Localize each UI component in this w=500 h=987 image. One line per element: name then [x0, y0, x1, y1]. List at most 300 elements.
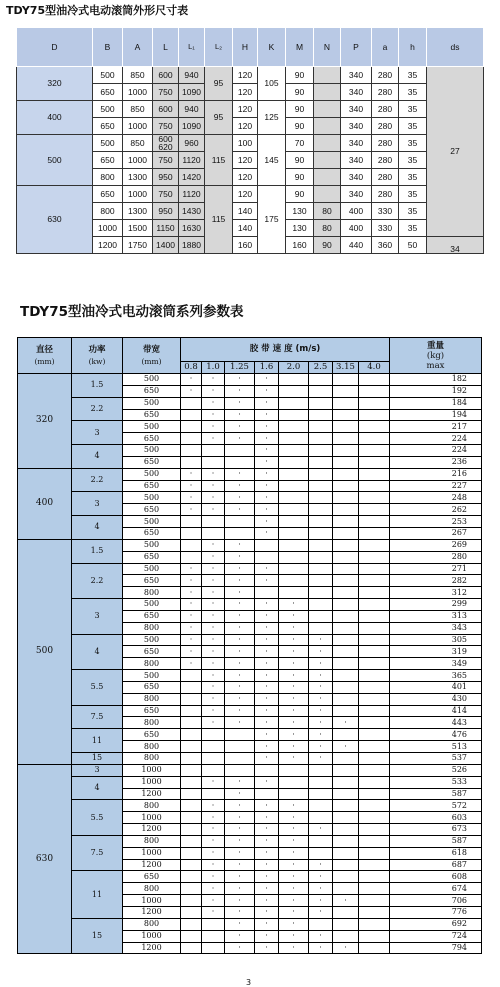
- speed-dot-cell: [279, 504, 309, 516]
- speed-dot-cell: [279, 563, 309, 575]
- speed-dot-cell: [309, 527, 333, 539]
- speed-dot-cell: ·: [181, 575, 202, 587]
- weight-cell: 674: [390, 883, 482, 895]
- speed-dot-cell: [181, 812, 202, 824]
- speed-dot-cell: [309, 516, 333, 528]
- speed-dot-cell: [359, 456, 390, 468]
- speed-dot-cell: ·: [225, 895, 255, 907]
- width-cell: 500: [123, 374, 181, 386]
- dims-cell-n: [314, 67, 341, 84]
- weight-cell: 618: [390, 847, 482, 859]
- speed-dot-cell: [309, 788, 333, 800]
- weight-cell: 269: [390, 539, 482, 551]
- speed-dot-cell: [333, 753, 359, 765]
- dims-cell-n: 90: [314, 237, 341, 254]
- speed-dot-cell: ·: [202, 563, 225, 575]
- weight-cell: 608: [390, 871, 482, 883]
- dims-cell-p: 440: [341, 237, 372, 254]
- dims-cell-m: 90: [286, 67, 314, 84]
- speed-dot-cell: ·: [202, 717, 225, 729]
- speed-value-cell: 1.25: [225, 362, 255, 374]
- speed-dot-cell: ·: [309, 705, 333, 717]
- weight-cell: 216: [390, 468, 482, 480]
- speed-dot-cell: ·: [202, 800, 225, 812]
- dims-cell-h: 120: [233, 169, 258, 186]
- speed-dot-cell: [333, 397, 359, 409]
- speed-dot-cell: [359, 646, 390, 658]
- speed-dot-cell: ·: [279, 824, 309, 836]
- speed-dot-cell: ·: [309, 646, 333, 658]
- dims-cell-l2: 115: [205, 135, 233, 186]
- dims-cell-a: 280: [372, 135, 399, 152]
- dims-cell-m: 130: [286, 220, 314, 237]
- dims-cell-a: 280: [372, 169, 399, 186]
- speed-dot-cell: ·: [225, 587, 255, 599]
- params-row: [18, 445, 482, 457]
- speed-dot-cell: [359, 930, 390, 942]
- speed-dot-cell: ·: [279, 895, 309, 907]
- dims-cell-m: 90: [286, 118, 314, 135]
- dims-cell-a: 1750: [123, 237, 153, 254]
- dims-cell-d: 400: [17, 101, 93, 135]
- speed-dot-cell: ·: [225, 492, 255, 504]
- speed-dot-cell: [279, 397, 309, 409]
- dims-cell-h: 35: [399, 152, 427, 169]
- dims-header-row: [17, 28, 484, 67]
- speed-dot-cell: [333, 729, 359, 741]
- dims-cell-h: 35: [399, 84, 427, 101]
- speed-dot-cell: [333, 681, 359, 693]
- width-cell: 800: [123, 658, 181, 670]
- speed-dot-cell: ·: [255, 421, 279, 433]
- dims-cell-m: 90: [286, 186, 314, 203]
- width-cell: 650: [123, 409, 181, 421]
- dims-cell-b: 800: [93, 203, 123, 220]
- width-cell: 650: [123, 575, 181, 587]
- power-cell: 7.5: [72, 835, 123, 871]
- dims-header-cell: P: [341, 28, 372, 67]
- speed-dot-cell: [359, 883, 390, 895]
- params-row: [18, 764, 482, 776]
- dims-cell-m: 90: [286, 169, 314, 186]
- weight-cell: 537: [390, 753, 482, 765]
- speed-dot-cell: [181, 551, 202, 563]
- dims-cell-l1: 940: [179, 101, 205, 118]
- dims-cell-a: 1300: [123, 203, 153, 220]
- weight-cell: 476: [390, 729, 482, 741]
- speed-dot-cell: [359, 385, 390, 397]
- speed-dot-cell: ·: [202, 622, 225, 634]
- power-cell: 15: [72, 918, 123, 954]
- power-cell: 7.5: [72, 705, 123, 729]
- width-cell: 650: [123, 385, 181, 397]
- dimensions-table-title: TDY75型油冷式电动滚筒外形尺寸表: [6, 4, 189, 17]
- dims-cell-l2: 115: [205, 186, 233, 254]
- dims-header-cell: ds: [427, 28, 484, 67]
- speed-dot-cell: [225, 729, 255, 741]
- speed-dot-cell: [255, 764, 279, 776]
- speed-dot-cell: [359, 468, 390, 480]
- speed-dot-cell: ·: [279, 717, 309, 729]
- speed-dot-cell: ·: [279, 859, 309, 871]
- dims-cell-l1: 960: [179, 135, 205, 152]
- speed-dot-cell: [279, 587, 309, 599]
- speed-dot-cell: ·: [255, 433, 279, 445]
- speed-dot-cell: ·: [309, 658, 333, 670]
- speed-dot-cell: ·: [255, 658, 279, 670]
- dims-cell-h: 35: [399, 135, 427, 152]
- speed-dot-cell: [181, 717, 202, 729]
- power-cell: 15: [72, 753, 123, 765]
- speed-dot-cell: ·: [202, 551, 225, 563]
- speed-dot-cell: ·: [309, 634, 333, 646]
- weight-cell: 776: [390, 906, 482, 918]
- speed-dot-cell: [181, 847, 202, 859]
- dims-cell-l1: 1120: [179, 186, 205, 203]
- dims-cell-h: 35: [399, 101, 427, 118]
- weight-cell: 182: [390, 374, 482, 386]
- speed-dot-cell: ·: [225, 871, 255, 883]
- dims-cell-b: 650: [93, 84, 123, 101]
- width-cell: 800: [123, 622, 181, 634]
- speed-dot-cell: ·: [255, 374, 279, 386]
- speed-dot-cell: [279, 421, 309, 433]
- speed-dot-cell: [359, 622, 390, 634]
- dims-cell-h: 120: [233, 101, 258, 118]
- speed-dot-cell: ·: [202, 468, 225, 480]
- dims-cell-a: 850: [123, 101, 153, 118]
- width-cell: 500: [123, 397, 181, 409]
- dims-cell-h: 120: [233, 118, 258, 135]
- weight-cell: 280: [390, 551, 482, 563]
- params-row: [18, 563, 482, 575]
- speed-dot-cell: ·: [202, 634, 225, 646]
- dims-cell-p: 340: [341, 118, 372, 135]
- speed-dot-cell: [309, 468, 333, 480]
- dims-cell-d: 320: [17, 67, 93, 101]
- speed-dot-cell: [309, 374, 333, 386]
- speed-dot-cell: [202, 527, 225, 539]
- speed-dot-cell: ·: [309, 753, 333, 765]
- width-cell: 500: [123, 634, 181, 646]
- weight-cell: 305: [390, 634, 482, 646]
- speed-dot-cell: ·: [202, 433, 225, 445]
- weight-cell: 706: [390, 895, 482, 907]
- weight-cell: 282: [390, 575, 482, 587]
- dims-cell-ds: 34: [427, 237, 484, 254]
- speed-dot-cell: ·: [255, 871, 279, 883]
- speed-dot-cell: ·: [279, 835, 309, 847]
- speed-dot-cell: ·: [255, 847, 279, 859]
- width-cell: 800: [123, 717, 181, 729]
- width-cell: 1200: [123, 824, 181, 836]
- dims-cell-a: 1000: [123, 186, 153, 203]
- dims-cell-h: 35: [399, 220, 427, 237]
- speed-dot-cell: [309, 421, 333, 433]
- power-cell: 1.5: [72, 374, 123, 398]
- speed-dot-cell: [359, 480, 390, 492]
- dims-cell-l: 600: [153, 67, 179, 84]
- speed-dot-cell: [359, 492, 390, 504]
- dims-cell-a: 280: [372, 186, 399, 203]
- dims-cell-p: 340: [341, 135, 372, 152]
- speed-dot-cell: ·: [279, 800, 309, 812]
- dims-cell-l: 950: [153, 169, 179, 186]
- speed-dot-cell: ·: [255, 480, 279, 492]
- speed-dot-cell: [359, 800, 390, 812]
- dims-cell-l: 950: [153, 203, 179, 220]
- speed-dot-cell: ·: [255, 906, 279, 918]
- speed-value-cell: 2.5: [309, 362, 333, 374]
- speed-dot-cell: [333, 527, 359, 539]
- speed-dot-cell: [279, 409, 309, 421]
- weight-cell: 414: [390, 705, 482, 717]
- speed-dot-cell: [202, 764, 225, 776]
- speed-dot-cell: [181, 800, 202, 812]
- dims-cell-l1: 1090: [179, 118, 205, 135]
- speed-dot-cell: ·: [279, 705, 309, 717]
- speed-dot-cell: ·: [333, 895, 359, 907]
- params-row: [18, 871, 482, 883]
- diameter-cell: 500: [18, 539, 72, 764]
- speed-dot-cell: ·: [279, 610, 309, 622]
- weight-cell: 192: [390, 385, 482, 397]
- power-header-unit: (kw): [88, 357, 106, 366]
- speed-dot-cell: [309, 764, 333, 776]
- speed-dot-cell: [359, 942, 390, 954]
- speed-dot-cell: ·: [309, 871, 333, 883]
- speed-dot-cell: ·: [255, 563, 279, 575]
- speed-dot-cell: [255, 539, 279, 551]
- speed-dot-cell: [181, 729, 202, 741]
- dims-cell-p: 400: [341, 220, 372, 237]
- speed-dot-cell: [309, 504, 333, 516]
- speed-dot-cell: ·: [225, 681, 255, 693]
- dims-cell-p: 340: [341, 84, 372, 101]
- speed-dot-cell: [225, 516, 255, 528]
- speed-dot-cell: [359, 527, 390, 539]
- speed-dot-cell: [359, 610, 390, 622]
- speed-dot-cell: ·: [202, 658, 225, 670]
- speed-dot-cell: ·: [255, 456, 279, 468]
- power-cell: 11: [72, 871, 123, 918]
- speed-dot-cell: ·: [255, 634, 279, 646]
- power-cell: 4: [72, 634, 123, 670]
- speed-dot-cell: [309, 599, 333, 611]
- speed-dot-cell: ·: [279, 729, 309, 741]
- speed-dot-cell: ·: [255, 693, 279, 705]
- dims-cell-h: 100: [233, 135, 258, 152]
- speed-dot-cell: [333, 409, 359, 421]
- width-cell: 1200: [123, 788, 181, 800]
- speed-dot-cell: ·: [225, 374, 255, 386]
- speed-dot-cell: ·: [309, 895, 333, 907]
- speed-dot-cell: [333, 883, 359, 895]
- speed-dot-cell: [359, 729, 390, 741]
- speed-dot-cell: ·: [202, 504, 225, 516]
- speed-dot-cell: ·: [181, 610, 202, 622]
- speed-dot-cell: [279, 468, 309, 480]
- params-header-row: [18, 338, 482, 362]
- speed-dot-cell: ·: [309, 942, 333, 954]
- width-cell: 500: [123, 563, 181, 575]
- speed-dot-cell: ·: [255, 670, 279, 682]
- width-cell: 650: [123, 551, 181, 563]
- speed-dot-cell: [333, 646, 359, 658]
- dims-cell-l: [153, 135, 179, 152]
- speed-dot-cell: ·: [255, 622, 279, 634]
- speed-dot-cell: [181, 824, 202, 836]
- power-cell: 3: [72, 421, 123, 445]
- weight-cell: 533: [390, 776, 482, 788]
- speed-dot-cell: [359, 539, 390, 551]
- speed-dot-cell: [225, 527, 255, 539]
- speed-dot-cell: [279, 575, 309, 587]
- speed-dot-cell: [309, 575, 333, 587]
- width-cell: 650: [123, 433, 181, 445]
- weight-cell: 271: [390, 563, 482, 575]
- speed-dot-cell: ·: [225, 859, 255, 871]
- speed-dot-cell: ·: [255, 729, 279, 741]
- speed-dot-cell: ·: [202, 374, 225, 386]
- speed-dot-cell: ·: [202, 895, 225, 907]
- dims-cell-a: 330: [372, 220, 399, 237]
- dims-cell-l1: 940: [179, 67, 205, 84]
- speed-dot-cell: [333, 539, 359, 551]
- speed-dot-cell: [359, 776, 390, 788]
- speed-dot-cell: [333, 445, 359, 457]
- speed-dot-cell: ·: [225, 788, 255, 800]
- dims-cell-h: 35: [399, 118, 427, 135]
- width-cell: 1200: [123, 906, 181, 918]
- speed-dot-cell: [279, 516, 309, 528]
- speed-dot-cell: ·: [225, 658, 255, 670]
- speed-dot-cell: ·: [181, 646, 202, 658]
- speed-dot-cell: ·: [255, 681, 279, 693]
- dims-cell-b: 650: [93, 152, 123, 169]
- dims-header-cell: L₂: [205, 28, 233, 67]
- params-row: [18, 374, 482, 386]
- weight-cell: 687: [390, 859, 482, 871]
- weight-cell: 794: [390, 942, 482, 954]
- speed-dot-cell: [359, 409, 390, 421]
- speed-dot-cell: [333, 374, 359, 386]
- speed-dot-cell: [181, 871, 202, 883]
- speed-dot-cell: ·: [255, 859, 279, 871]
- speed-dot-cell: ·: [225, 634, 255, 646]
- speed-dot-cell: [333, 587, 359, 599]
- speed-dot-cell: [181, 670, 202, 682]
- speed-dot-cell: ·: [202, 587, 225, 599]
- dims-cell-line: 600: [158, 134, 173, 144]
- speed-dot-cell: [181, 409, 202, 421]
- weight-header-weight: 重量: [427, 340, 445, 351]
- params-row: [18, 397, 482, 409]
- speed-header: 胶 带 速 度 (m/s): [181, 338, 390, 362]
- speed-dot-cell: [181, 895, 202, 907]
- dims-cell-p: 340: [341, 169, 372, 186]
- speed-dot-cell: ·: [181, 622, 202, 634]
- speed-dot-cell: ·: [333, 741, 359, 753]
- dims-cell-p: 340: [341, 152, 372, 169]
- weight-cell: 603: [390, 812, 482, 824]
- speed-dot-cell: [181, 681, 202, 693]
- dims-cell-n: [314, 152, 341, 169]
- speed-dot-cell: ·: [225, 812, 255, 824]
- speed-dot-cell: [333, 421, 359, 433]
- speed-dot-cell: [309, 610, 333, 622]
- dims-cell-m: 90: [286, 152, 314, 169]
- dims-cell-p: 340: [341, 67, 372, 84]
- speed-dot-cell: ·: [202, 385, 225, 397]
- dims-cell-a: 280: [372, 67, 399, 84]
- speed-dot-cell: [181, 859, 202, 871]
- speed-dot-cell: ·: [225, 397, 255, 409]
- speed-dot-cell: [309, 539, 333, 551]
- weight-header-weight-max: max: [426, 360, 445, 371]
- speed-dot-cell: [333, 622, 359, 634]
- dims-cell-b: 800: [93, 169, 123, 186]
- width-cell: 1000: [123, 895, 181, 907]
- speed-dot-cell: ·: [202, 812, 225, 824]
- speed-dot-cell: [333, 433, 359, 445]
- speed-dot-cell: ·: [181, 587, 202, 599]
- weight-cell: 299: [390, 599, 482, 611]
- width-cell: 1000: [123, 776, 181, 788]
- width-cell: 500: [123, 516, 181, 528]
- dims-cell-n: [314, 118, 341, 135]
- speed-dot-cell: ·: [279, 693, 309, 705]
- speed-dot-cell: [202, 516, 225, 528]
- speed-dot-cell: ·: [225, 705, 255, 717]
- diameter-cell: 320: [18, 374, 72, 469]
- speed-dot-cell: ·: [202, 610, 225, 622]
- speed-dot-cell: ·: [202, 492, 225, 504]
- params-row: [18, 634, 482, 646]
- speed-dot-cell: [333, 670, 359, 682]
- speed-dot-cell: ·: [225, 539, 255, 551]
- speed-dot-cell: [309, 918, 333, 930]
- width-cell: 1200: [123, 942, 181, 954]
- dims-cell-a: 1300: [123, 169, 153, 186]
- speed-dot-cell: ·: [202, 670, 225, 682]
- dims-cell-l1: 1430: [179, 203, 205, 220]
- power-cell: 4: [72, 445, 123, 469]
- speed-dot-cell: [333, 812, 359, 824]
- dims-cell-b: 500: [93, 135, 123, 152]
- weight-cell: 312: [390, 587, 482, 599]
- speed-dot-cell: ·: [225, 883, 255, 895]
- dims-header-cell: D: [17, 28, 93, 67]
- speed-dot-cell: ·: [279, 918, 309, 930]
- speed-dot-cell: ·: [202, 859, 225, 871]
- dims-cell-l2: 95: [205, 67, 233, 101]
- speed-dot-cell: ·: [202, 480, 225, 492]
- weight-cell: 572: [390, 800, 482, 812]
- width-cell: 500: [123, 539, 181, 551]
- dims-cell-n: [314, 135, 341, 152]
- weight-cell: 343: [390, 622, 482, 634]
- speed-dot-cell: ·: [225, 480, 255, 492]
- weight-cell: 365: [390, 670, 482, 682]
- dims-header-cell: a: [372, 28, 399, 67]
- speed-dot-cell: ·: [225, 504, 255, 516]
- speed-dot-cell: [181, 764, 202, 776]
- dims-cell-n: [314, 101, 341, 118]
- dims-cell-h: 120: [233, 67, 258, 84]
- dims-cell-n: 80: [314, 220, 341, 237]
- weight-cell: 724: [390, 930, 482, 942]
